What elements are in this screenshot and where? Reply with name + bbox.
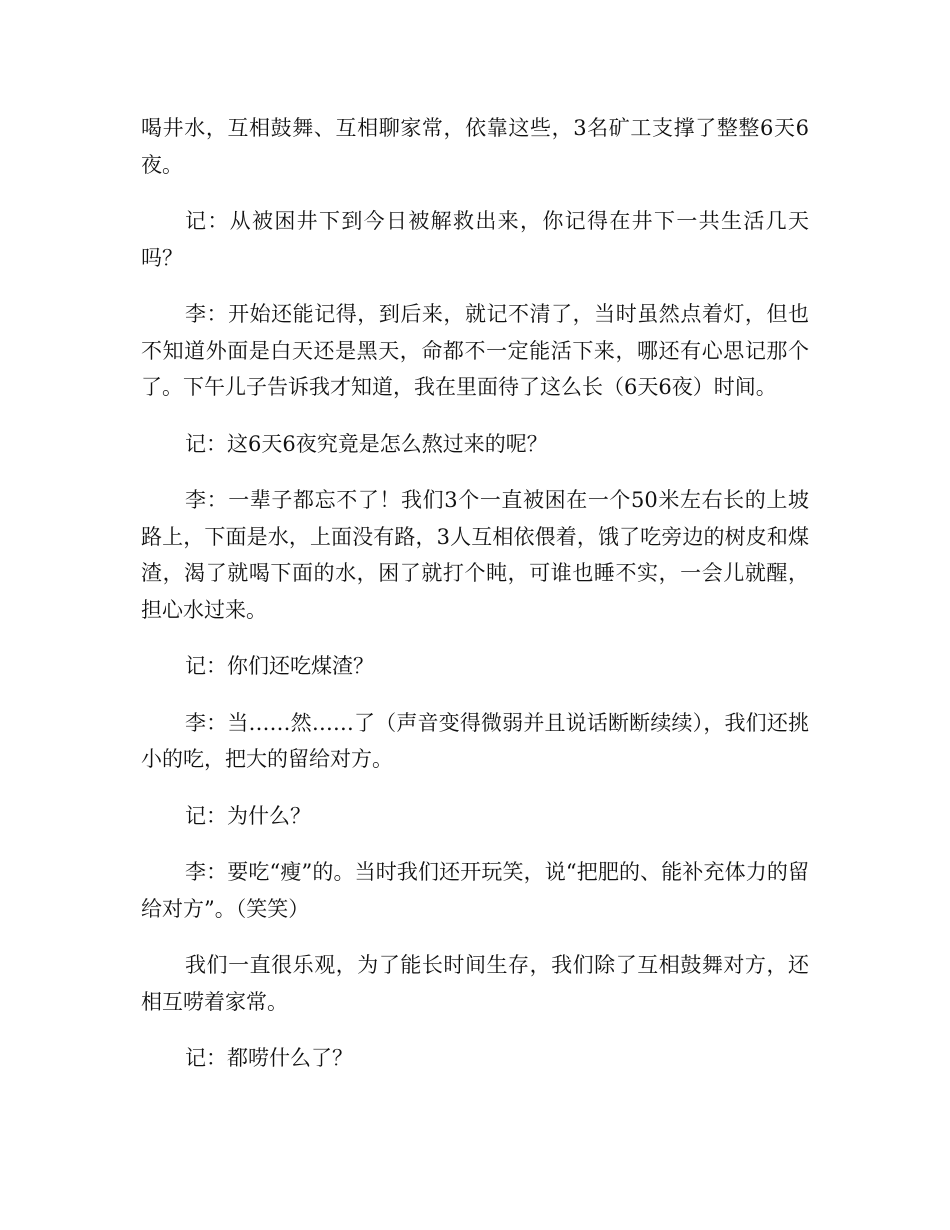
paragraph-li-answer: 李：当……然……了（声音变得微弱并且说话断断续续），我们还挑小的吃，把大的留给对方。 xyxy=(141,710,809,771)
paragraph-reporter-question: 记：都唠什么了？ xyxy=(185,1046,353,1070)
document-body xyxy=(141,110,809,1097)
paragraph-reporter-question: 记：你们还吃煤渣？ xyxy=(185,654,374,678)
paragraph-li-answer: 李：开始还能记得，到后来，就记不清了，当时虽然点着灯，但也不知道外面是白天还是黑天，命都不一定能活下来，哪还有心思记那个了。下午儿子告诉我才知道，我在里面待了这么长（6天6夜）时间。 xyxy=(141,302,809,399)
paragraph-continuation: 喝井水，互相鼓舞、互相聊家常，依靠这些，3名矿工支撑了整整6天6夜。 xyxy=(141,116,809,177)
paragraph-li-answer: 我们一直很乐观，为了能长时间生存，我们除了互相鼓舞对方，还相互唠着家常。 xyxy=(141,953,809,1014)
paragraph-li-answer: 李：要吃“瘦”的。当时我们还开玩笑，说“把肥的、能补充体力的留给对方”。（笑笑） xyxy=(141,860,809,921)
paragraph-reporter-question: 记：这6天6夜究竟是怎么熬过来的呢？ xyxy=(185,431,548,456)
paragraph-reporter-question: 记：从被困井下到今日被解救出来，你记得在井下一共生活几天吗？ xyxy=(141,209,809,270)
paragraph-li-answer: 李：一辈子都忘不了！我们3个一直被困在一个50米左右长的上坡路上，下面是水，上面没有路，3人互相依偎着，饿了吃旁边的树皮和煤渣，渴了就喝下面的水，困了就打个盹，可谁也睡不实，一会儿就醒，担心水过来。 xyxy=(141,488,809,622)
paragraph-reporter-question: 记：为什么？ xyxy=(185,803,311,828)
